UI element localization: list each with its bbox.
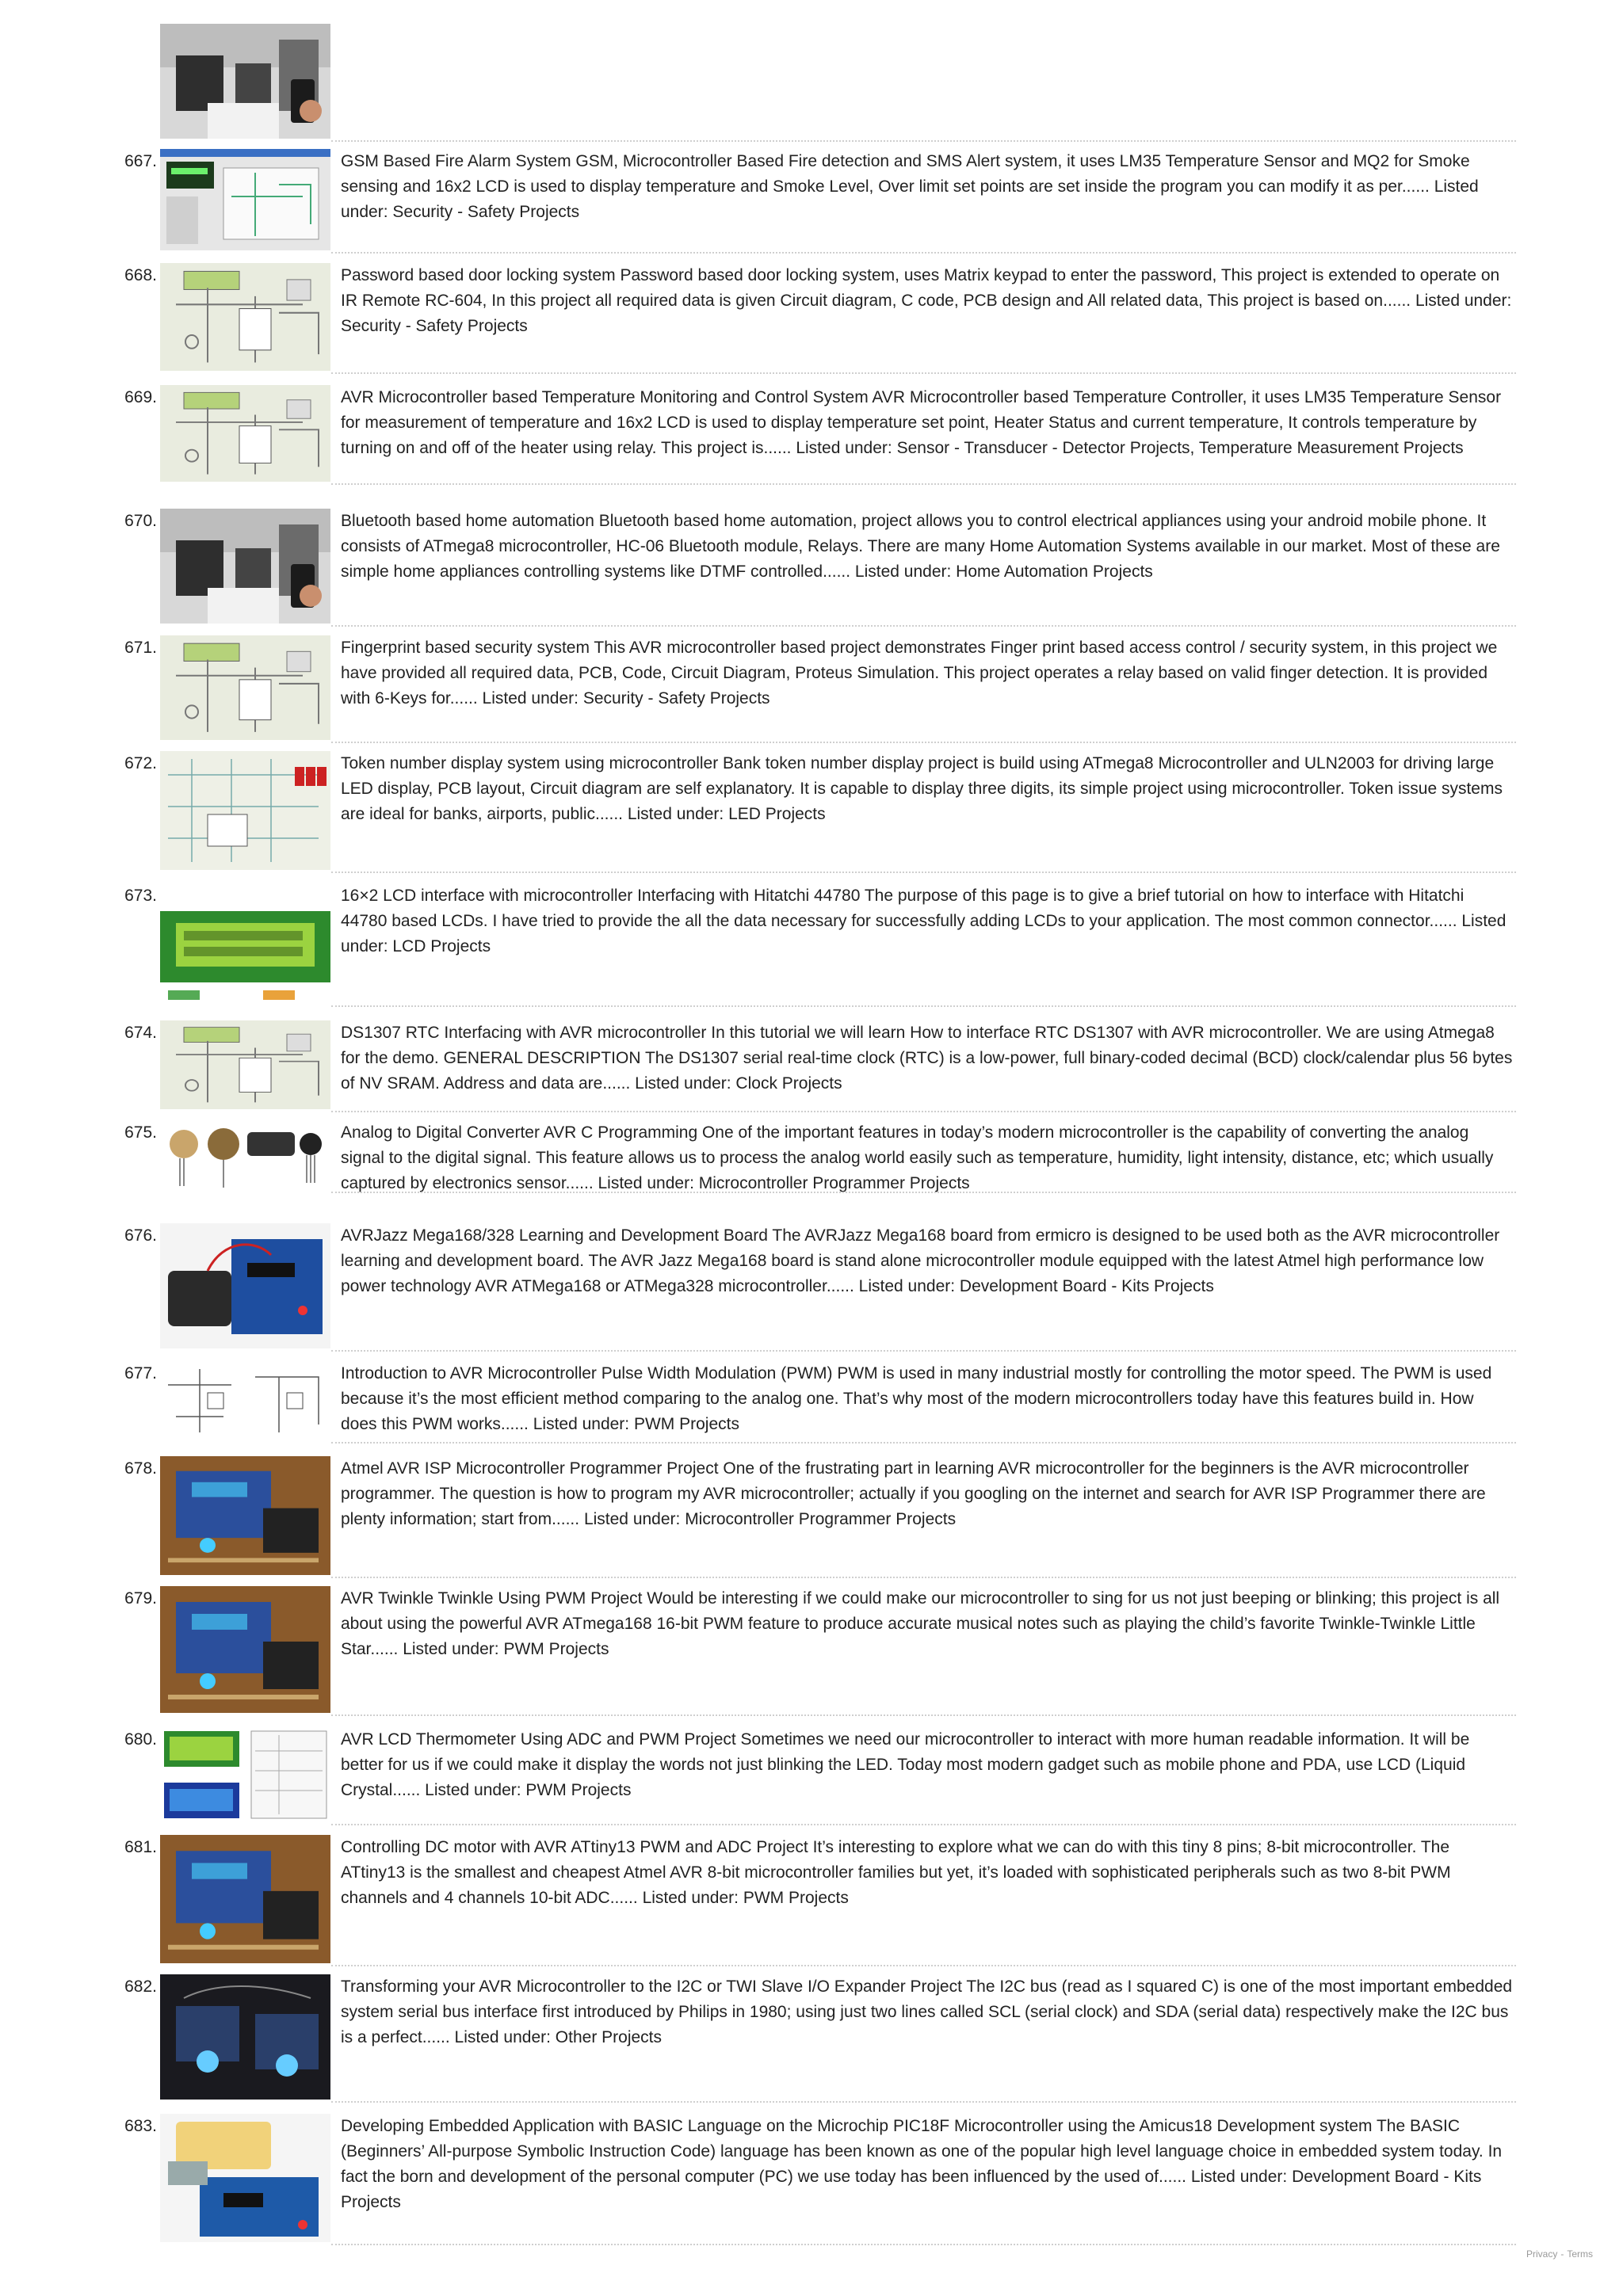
list-item	[0, 24, 1623, 150]
list-item	[0, 509, 1623, 635]
item-divider	[331, 1965, 1516, 1966]
list-item	[0, 1223, 1623, 1360]
item-divider	[331, 1111, 1516, 1112]
list-item	[0, 1361, 1623, 1451]
item-number: 671.	[124, 639, 157, 657]
item-divider	[331, 2101, 1516, 2103]
list-item	[0, 1835, 1623, 1974]
list-item	[0, 1974, 1623, 2111]
project-description-link[interactable]: Atmel AVR ISP Microcontroller Programmer Project One of the frustrating part in learning AVR microcontroller for the beginners is the AVR microcontroller programmer. The question is how to program my AVR microcontroller; actually if you googling on the internet and search for AVR ISP Programmer there are plenty information; start from...... Listed under: Microcontroller Programmer Projects	[341, 1459, 1486, 1528]
item-divider	[331, 1005, 1516, 1007]
item-divider	[331, 1714, 1516, 1716]
project-description-link[interactable]: GSM Based Fire Alarm System GSM, Microcontroller Based Fire detection and SMS Alert system, it uses LM35 Temperature Sensor and MQ2 for Smoke sensing and 16x2 LCD is used to display temperature and Smoke Level, Over limit set points are set inside the program you can modify it as per...... Listed under: Security - Safety Projects	[341, 152, 1479, 221]
project-description-link[interactable]: Developing Embedded Application with BASIC Language on the Microchip PIC18F Microcontroller using the Amicus18 Development system The BASIC (Beginners’ All-purpose Symbolic Instruction Code) language has been known as one of the popular high level language choice in embedded system today. In fact the born and development of the personal computer (PC) we use today has been influenced by the used of...... Listed under: Development Board - Kits Projects	[341, 2117, 1503, 2211]
list-item	[0, 2114, 1623, 2253]
project-description-link[interactable]: Transforming your AVR Microcontroller to the I2C or TWI Slave I/O Expander Project The I2C bus (read as I squared C) is one of the most important embedded system serial bus interface first introduced by Philips in 1980; using just two lines called SCL (serial clock) and SDA (serial data) respectively make the I2C bus is a perfect...... Listed under: Other Projects	[341, 1978, 1513, 2046]
item-number: 677.	[124, 1364, 157, 1383]
item-divider	[331, 2244, 1516, 2245]
project-thumbnail[interactable]	[160, 1974, 330, 2100]
project-thumbnail[interactable]	[160, 149, 330, 250]
project-description-link[interactable]: Token number display system using microcontroller Bank token number display project is build using ATmega8 Microcontroller and ULN2003 for driving large LED display, PCB layout, Circuit diagram are self explanatory. It is capable to display three digits, its simple project using microcontroller. Token issue systems are ideal for banks, airports, public...... Listed under: LED Projects	[341, 754, 1503, 823]
project-thumbnail[interactable]	[160, 635, 330, 740]
project-thumbnail[interactable]	[160, 751, 330, 870]
item-divider	[331, 1577, 1516, 1578]
project-description-link[interactable]: AVR LCD Thermometer Using ADC and PWM Project Sometimes we need our microcontroller to interact with more human readable information. It will be better for us if we could make it display the words not just blinking the LED. Today most modern gadget such as mobile phone and PDA, use LCD (Liquid Crystal...... Listed under: PWM Projects	[341, 1730, 1470, 1799]
project-thumbnail[interactable]	[160, 1120, 330, 1190]
item-divider	[331, 1192, 1516, 1193]
project-description-link[interactable]: Fingerprint based security system This AVR microcontroller based project demonstrates Finger print based access control / security system, in this project we have provided all required data, PCB, Code, Circuit Diagram, Proteus Simulation. This project operates a relay based on valid finger detection. It is provided with 6-Keys for...... Listed under: Security - Safety Projects	[341, 639, 1498, 707]
project-thumbnail[interactable]	[160, 883, 330, 1004]
item-number: 679.	[124, 1589, 157, 1608]
item-number: 675.	[124, 1123, 157, 1142]
item-divider	[331, 252, 1516, 254]
list-item	[0, 263, 1623, 382]
project-description-link[interactable]: Introduction to AVR Microcontroller Pulse Width Modulation (PWM) PWM is used in many industrial mostly for controlling the motor speed. The PWM is used because it’s the most efficient method comparing to the analog one. That’s why most of the modern microcontrollers today have this features build in. How does this PWM works...... Listed under: PWM Projects	[341, 1364, 1492, 1433]
project-thumbnail[interactable]	[160, 1456, 330, 1575]
project-description-link[interactable]: Analog to Digital Converter AVR C Programming One of the important features in today’s modern microcontroller is the capability of converting the analog signal to the digital signal. This feature allows us to process the analog world easily such as temperature, humidity, light intensity, distance, etc; which usually captured by electronics sensor...... Listed under: Microcontroller Programmer Projects	[341, 1123, 1494, 1192]
project-description-link[interactable]: Bluetooth based home automation Bluetooth based home automation, project allows you to control electrical appliances using your android mobile phone. It consists of ATmega8 microcontroller, HC-06 Bluetooth module, Relays. There are many Home Automation Systems available in our market. Most of these are simple home appliances controlling systems like DTMF controlled...... Listed under: Home Automation Projects	[341, 512, 1500, 581]
item-number: 680.	[124, 1730, 157, 1749]
project-thumbnail[interactable]	[160, 1835, 330, 1963]
item-number: 667.	[124, 152, 157, 170]
list-item	[0, 635, 1623, 751]
project-description-link[interactable]: Controlling DC motor with AVR ATtiny13 PWM and ADC Project It’s interesting to explore what we can do with this tiny 8 pins; 8-bit microcontroller. The ATtiny13 is the smallest and cheapest Atmel AVR 8-bit microcontroller families but yet, it’s loaded with sophisticated peripherals such as two 8-bit PWM channels and 4 channels 10-bit ADC...... Listed under: PWM Projects	[341, 1838, 1451, 1907]
project-thumbnail[interactable]	[160, 24, 330, 139]
list-item	[0, 1120, 1623, 1201]
project-description-link[interactable]: DS1307 RTC Interfacing with AVR microcontroller In this tutorial we will learn How to interface RTC DS1307 with AVR microcontroller. We are using Atmega8 for the demo. GENERAL DESCRIPTION The DS1307 serial real-time clock (RTC) is a low-power, full binary-coded decimal (BCD) clock/calendar plus 56 bytes of NV SRAM. Address and data are...... Listed under: Clock Projects	[341, 1024, 1513, 1093]
project-description-link[interactable]: AVR Twinkle Twinkle Using PWM Project Would be interesting if we could make our microcontroller to sing for us not just beeping or blinking; this project is all about using the powerful AVR ATmega168 16-bit PWM feature to produce accurate musical notes such as playing the child’s favorite Twinkle-Twinkle Little Star...... Listed under: PWM Projects	[341, 1589, 1500, 1658]
list-item	[0, 1727, 1623, 1833]
item-divider	[331, 871, 1516, 873]
project-thumbnail[interactable]	[160, 1020, 330, 1109]
privacy-link[interactable]: Privacy	[1526, 2248, 1558, 2260]
item-divider	[331, 140, 1516, 142]
item-number: 676.	[124, 1226, 157, 1245]
project-description-link[interactable]: AVR Microcontroller based Temperature Monitoring and Control System AVR Microcontroller based Temperature Controller, it uses LM35 Temperature Sensor for measurement of temperature and 16x2 LCD is used to display temperature set point, Heater Status and current temperature, It controls temperature by turning on and off of the heater using relay. This project is...... Listed under: Sensor - Transducer - Detector Projects, Temperature Measurement Projects	[341, 388, 1502, 457]
item-divider	[331, 625, 1516, 627]
project-thumbnail[interactable]	[160, 1223, 330, 1348]
list-item	[0, 149, 1623, 261]
item-number: 673.	[124, 887, 157, 905]
item-number: 672.	[124, 754, 157, 772]
item-number: 669.	[124, 388, 157, 406]
list-item	[0, 751, 1623, 881]
item-number: 668.	[124, 266, 157, 284]
project-thumbnail[interactable]	[160, 385, 330, 482]
item-number: 678.	[124, 1459, 157, 1478]
list-item	[0, 1456, 1623, 1586]
project-description-link[interactable]: AVRJazz Mega168/328 Learning and Development Board The AVRJazz Mega168 board from ermicro is designed to be used both as the AVR microcontroller learning and development board. The AVR Jazz Mega168 board is stand alone microcontroller module equipped with the latest Atmel high performance low power technology AVR ATMega168 or ATMega328 microcontroller...... Listed under: Development Board - Kits Projects	[341, 1226, 1500, 1295]
item-divider	[331, 483, 1516, 485]
project-thumbnail[interactable]	[160, 1727, 330, 1822]
list-item	[0, 1020, 1623, 1120]
recaptcha-footer	[1525, 2248, 1594, 2260]
terms-link[interactable]: Terms	[1567, 2248, 1593, 2260]
item-divider	[331, 742, 1516, 743]
list-item	[0, 883, 1623, 1015]
list-item	[0, 385, 1623, 493]
project-thumbnail[interactable]	[160, 1361, 330, 1440]
project-description-link[interactable]: Password based door locking system Password based door locking system, uses Matrix keypad to enter the password, This project is extended to operate on IR Remote RC-604, In this project all required data is given Circuit diagram, C code, PCB design and All related data, This project is based on...... Listed under: Security - Safety Projects	[341, 266, 1512, 335]
item-divider	[331, 1824, 1516, 1825]
footer-separator: -	[1560, 2248, 1564, 2260]
project-description-link[interactable]: 16×2 LCD interface with microcontroller Interfacing with Hitatchi 44780 The purpose of this page is to give a brief tutorial on how to interface with Hitatchi 44780 based LCDs. I have tried to provide the all the data necessary for successfully adding LCDs to your application. The most common connector...... Listed under: LCD Projects	[341, 887, 1507, 955]
list-item	[0, 1586, 1623, 1724]
item-divider	[331, 1442, 1516, 1444]
project-thumbnail[interactable]	[160, 509, 330, 624]
project-thumbnail[interactable]	[160, 1586, 330, 1713]
item-number: 674.	[124, 1024, 157, 1042]
item-number: 683.	[124, 2117, 157, 2135]
item-divider	[331, 372, 1516, 374]
project-thumbnail[interactable]	[160, 263, 330, 371]
project-thumbnail[interactable]	[160, 2114, 330, 2242]
item-number: 670.	[124, 512, 157, 530]
item-divider	[331, 1350, 1516, 1352]
item-number: 681.	[124, 1838, 157, 1856]
item-number: 682.	[124, 1978, 157, 1996]
